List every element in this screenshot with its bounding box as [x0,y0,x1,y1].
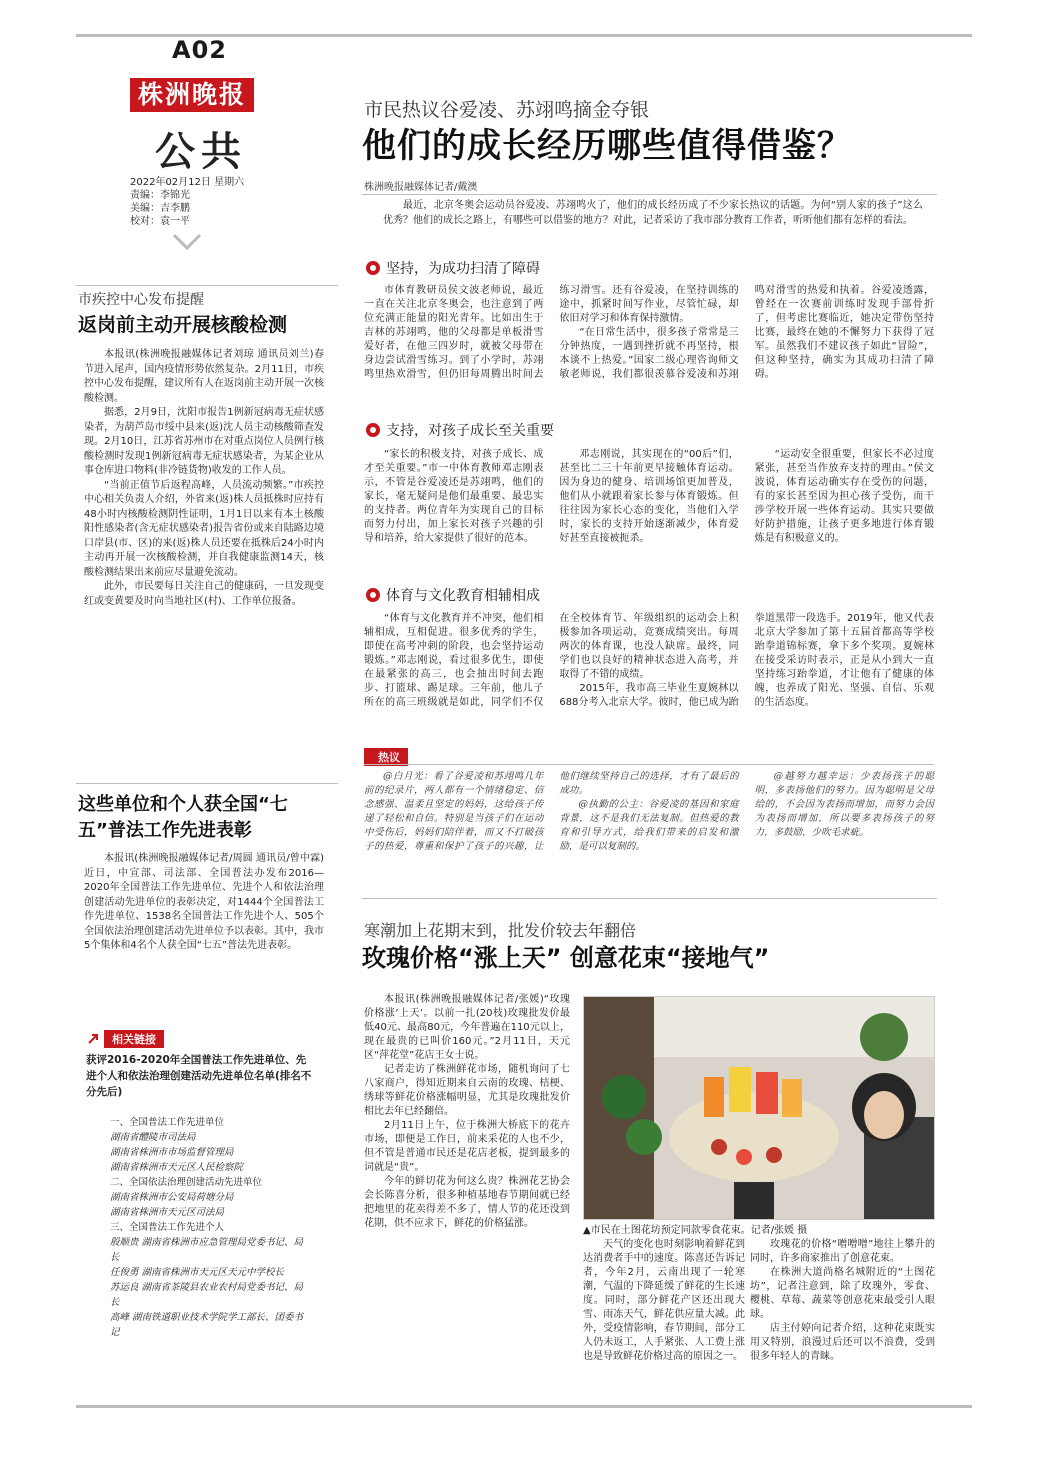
page-number: A02 [172,36,227,64]
lead-headline: 他们的成长经历哪些值得借鉴？ [362,126,852,166]
paragraph: 2月11日上午，位于株洲大桥底下的花卉市场，即便是工作日，前来采花的人也不少，但不管是普通市民还是花店老板，提到最多的词就是“贵”。 [364,1120,570,1173]
list-item: 殷顺贵 湖南省株洲市应急管理局党委书记、局长 [110,1237,304,1263]
brief2-body [84,852,324,954]
issue-date: 2022年02月12日 星期六 [130,177,245,188]
flower-bouquet-photo [583,996,935,1220]
lead-section-1-body [364,284,934,420]
list-item: 三、全国普法工作先进个人 [110,1222,225,1233]
paragraph: 今年的鲜切花为何这么贵？株洲花艺协会会长陈喜分析，很多种植基地春节期间就已经把地里的花卖得差不多了，情人节的花还没到花期，供不应求下，鲜花的价格猛涨。 [364,1176,570,1229]
award-list [110,1115,310,1340]
paragraph: 本报讯(株洲晚报融媒体记者/周圆 通讯员/曾中霖)近日，中宣部、司法部、全国普法办发布2016—2020年全国普法工作先进单位、先进个人和依法治理创建活动先进单位的表彰决定，对1444个全国普法工作先进单位、1538名全国普法工作先进个人、505个全国依法治理创建活动先进单位予以表彰。其中，我市5个集体和4名个人获全国“七五”普法先进表彰。 [84,853,324,951]
paragraph: 在株洲大道尚格名城附近的“土图花坊”，记者注意到，除了玫瑰外，零食、樱桃、草莓、蔬菜等创意花束最受引人眼球。 [750,1267,935,1320]
photo-caption: ▲市民在土图花坊预定同款零食花束。记者/张媛 摄 [583,1225,808,1236]
masthead-meta [130,176,244,228]
feature-left-column [364,993,570,1373]
designer-credit: 美编：吉李鹏 [130,203,190,214]
hot-comments-tag: 热议 [364,748,408,766]
feature-top-rule [362,898,937,899]
lead-divider [362,194,937,195]
bullet-icon [366,261,380,275]
chevron-down-icon [172,232,202,252]
list-item: 一、全国普法工作先进单位 [110,1117,225,1128]
newspaper-logo: 株洲晚报 [130,78,254,112]
list-item: 苏运良 湖南省茶陵县农业农村局党委书记、局长 [110,1282,304,1308]
related-links-title: 获评2016-2020年全国普法工作先进单位、先进个人和依法治理创建活动先进单位名单(排名不分先后) [86,1054,312,1098]
feature-mid-column [583,1238,745,1376]
bullet-icon [366,588,380,602]
lead-intro [383,198,923,228]
paragraph: 据悉，2月9日，沈阳市报告1例新冠病毒无症状感染者，为葫芦岛市绥中县来(返)沈人员主动核酸筛查发现。2月10日，江苏省苏州市在对重点岗位人员例行核酸检测时发现1例新冠病毒无症状感染者，为某企业从事仓库进口物料(非冷链货物)收发的工作人员。 [84,407,324,476]
paragraph: 玫瑰花的价格“噌噌噌”地往上攀升的同时，许多商家推出了创意花束。 [750,1239,935,1264]
paragraph: 邓志刚说，其实现在的“00后”们，甚至比二三十年前更早接触体育运动。因为身边的健身、培训场馆更加普及，他们从小就跟着家长参与体育锻炼。但往往因为家长心态的变化，当他们入学时，家长的支持开始逐渐减少，体育爱好甚至直接被扼杀。 [559,449,739,544]
link-icon [86,1032,100,1046]
brief1-headline: 返岗前主动开展核酸检测 [78,314,288,336]
list-item: 湖南省株洲市市场监督管理局 [110,1147,234,1158]
feature-right-column [750,1238,935,1376]
lead-section-3-body [364,612,934,742]
list-item: 二、全国依法治理创建活动先进单位 [110,1177,263,1188]
comment: @越努力越幸运：少表扬孩子的聪明，多表扬他们的努力。因为聪明是父母给的，不会因为表扬而增加，而努力会因为表扬而增加，所以要多表扬孩子的努力，多鼓励，少吹毛求疵。 [754,771,934,838]
brief2-top-rule [76,783,338,784]
list-item: 高峰 湖南铁道职业技术学院学工部长、团委书记 [110,1312,304,1338]
paragraph: 本报讯(株洲晚报融媒体记者刘琼 通讯员刘兰)春节进入尾声，国内疫情形势依然复杂。2月11日，市疾控中心发布提醒，建议所有人在返岗前主动开展一次核酸检测。 [84,349,324,404]
paragraph: “在日常生活中，很多孩子常常是三分钟热度，一遇到挫折就不再坚持，根本谈不上热爱。”国家二级心理咨询师文敏老师说，我们都很羡慕谷爱凌和苏翊鸣对滑雪的热爱和执着。谷爱凌透露，曾经在一次赛前训练时发现手部骨折了，但考虑比赛临近，她决定带伤坚持比赛，最终在她的不懈努力下获得了冠军。虽然我们不建议孩子如此“冒险”，但这种坚持，确实为其成功扫清了障碍。 [559,285,934,380]
comment: @白月光：看了谷爱凌和苏翊鸣几年前的纪录片，两人都有一个情绪稳定、信念感强、温柔且坚定的妈妈，这给孩子传递了轻松和自信。特别是当孩子们在运动中受伤后，妈妈们陪伴着，而又不打破孩子的热爱，尊重和保护了孩子的兴趣，让他们继续坚持自己的选择，才有了最后的成功。 [364,771,739,852]
lead-section-2-body [364,448,934,578]
hot-comments-body [364,770,934,882]
editor-credit: 责编：李锦光 [130,190,190,201]
list-item: 湖南省株洲市公安局荷塘分局 [110,1192,234,1203]
paragraph: 市体育教研员侯文波老师说，最近一直在关注北京冬奥会，也注意到了两位充满正能量的阳光青年。比如出生于吉林的苏翊鸣，他的父母都是单板滑雪爱好者，在他三四岁时，就被父母带在身边尝试滑雪练习。到了小学时，苏翊鸣里热欢滑雪，但仍旧每周腾出时间去练习滑雪。还有谷爱凌，在坚持训练的途中，抓紧时间写作业，尽管忙碌，却依旧对学习和体育保持激情。 [364,285,739,380]
lead-section-3-title: 体育与文化教育相辅相成 [386,588,540,604]
paragraph: 天气的变化也时刻影响着鲜花到达消费者手中的速度。陈喜还告诉记者，今年2月，云南出现了一轮寒潮，气温的下降延缓了鲜花的生长速度。同时，部分鲜花产区还出现大雪、雨冻天气，鲜花供应量大减。此外，受疫情影响，春节期间，部分工人仍未返工，人手紧张、人工费上涨也是导致鲜花价格过高的原因之一。 [583,1239,745,1362]
proofreader-credit: 校对：袁一平 [130,216,190,227]
paragraph: 记者走访了株洲鲜花市场，随机询问了七八家商户，得知近期来自云南的玫瑰、桔梗、绣球等鲜花价格涨幅明显，尤其是玫瑰批发价相比去年已经翻倍。 [364,1064,570,1117]
photo-illustration [584,997,934,1219]
hot-divider [364,764,934,765]
paragraph: 此外，市民要每日关注自己的健康码，一旦发现变红或变黄要及时向当地社区(村)、工作单位报备。 [84,581,324,607]
paragraph: 本报讯(株洲晚报融媒体记者/张媛)“玫瑰价格涨‘上天’。以前一扎(20枝)玫瑰批发价最低40元、最高80元，今年普遍在110元以上，现在最贵的已叫价160元。”2月11日，天元区“萍花堂”花店王女士说。 [364,994,570,1061]
paragraph: “运动安全很重要，但家长不必过度紧张，甚至当作放弃支持的理由。”侯文波说，体育运动确实存在受伤的问题，有的家长甚至因为担心孩子受伤，而干涉学校开展一些体育运动。其实只要做好防护措施，让孩子更多地进行体育锻炼是有积极意义的。 [754,449,934,544]
lead-byline: 株洲晚报融媒体记者/戴澳 [364,182,478,193]
lead-section-1-header [366,258,540,278]
lead-section-1-title: 坚持，为成功扫清了障碍 [386,261,540,277]
brief2-headline: 这些单位和个人获全国“七五”普法工作先进表彰 [78,794,288,841]
paragraph: 2015年，我市高三毕业生夏婉林以688分考入北京大学。彼时，他已成为跆拳道黑带一段选手。2019年，他又代表北京大学参加了第十五届首都高等学校跆拳道锦标赛，拿下多个奖项。夏婉林在接受采访时表示，正是从小到大一直坚持练习跆拳道，才让他有了健康的体魄，也养成了阳光、坚强、自信、乐观的生活态度。 [559,613,934,708]
paragraph: “当前正值节后返程高峰，人员流动频繁。”市疾控中心相关负责人介绍，外省来(返)株人员抵株时应持有48小时内核酸检测阴性证明，1月1日以来有本土核酸阳性感染者(含无症状感染者)报告省份或来自陆路边境口岸县(市、区)的来(返)株人员还要在抵株后24小时内主动再开展一次核酸检测，并自我健康监测14天，核酸检测结果出来前应尽量避免流动。 [84,479,324,578]
list-item: 任俊勇 湖南省株洲市天元区天元中学校长 [110,1267,285,1278]
lead-section-2-header [366,420,554,440]
lead-intro-text: 最近，北京冬奥会运动员谷爱凌、苏翊鸣火了，他们的成长经历成了不少家长热议的话题。为何“别人家的孩子”这么优秀？他们的成长之路上，有哪些可以借鉴的地方？对此，记者采访了我市部分教育工作者，听听他们都有怎样的看法。 [383,200,923,226]
lead-section-3-header [366,585,540,605]
bottom-rule [76,1405,972,1408]
lead-kicker: 市民热议谷爱凌、苏翊鸣摘金夺银 [364,99,650,121]
related-links-header [86,1030,164,1048]
feature-headline: 玫瑰价格“涨上天” 创意花束“接地气” [362,944,770,972]
related-links-tag: 相关链接 [104,1030,164,1048]
paragraph: 店主付婷向记者介绍，这种花束既实用又特别，浪漫过后还可以不浪费，受到很多年轻人的青睐。 [750,1323,935,1362]
bullet-icon [366,423,380,437]
comment: @执勤的公主：谷爱凌的基因和家庭背景，这不是我们无法复制。但热爱的教育和引导方式，给我们带来的启发和激励，是可以复制的。 [559,799,739,852]
brief1-top-rule [76,285,338,286]
list-item: 湖南省醴陵市司法局 [110,1132,196,1143]
section-title: 公共 [155,128,247,175]
list-item: 湖南省株洲市天元区司法局 [110,1207,225,1218]
paragraph: “体育与文化教育并不冲突，他们相辅相成，互相促进。很多优秀的学生，即使在高考冲刺的阶段，也会坚持运动锻炼。”邓志刚说，看过很多优生，即使在最紧张的高三，也会抽出时间去跑步、打篮球、踢足球。三年前，他儿子所在的高三班级就是如此，同学们不仅在全校体育节、年级组织的运动会上积极参加各项运动，竞赛成绩突出。每周两次的体育课，也没人缺席。最终，同学们也以良好的精神状态进入高考，并取得了不错的成绩。 [364,613,739,708]
paragraph: “家长的积极支持，对孩子成长、成才至关重要。”市一中体育教师邓志刚表示，不管是谷爱凌还是苏翊鸣，他们的家长，毫无疑问是他们最重要、最忠实的支持者。两位青年为实现自己的目标而努力付出，加上家长对孩子兴趣的引导和培养，给大家提供了很好的范本。 [364,449,544,544]
lead-section-2-title: 支持，对孩子成长至关重要 [386,423,554,439]
feature-kicker: 寒潮加上花期末到，批发价较去年翻倍 [364,921,637,940]
brief1-kicker: 市疾控中心发布提醒 [78,292,204,308]
list-item: 湖南省株洲市天元区人民检察院 [110,1162,244,1173]
brief1-body [84,348,324,609]
